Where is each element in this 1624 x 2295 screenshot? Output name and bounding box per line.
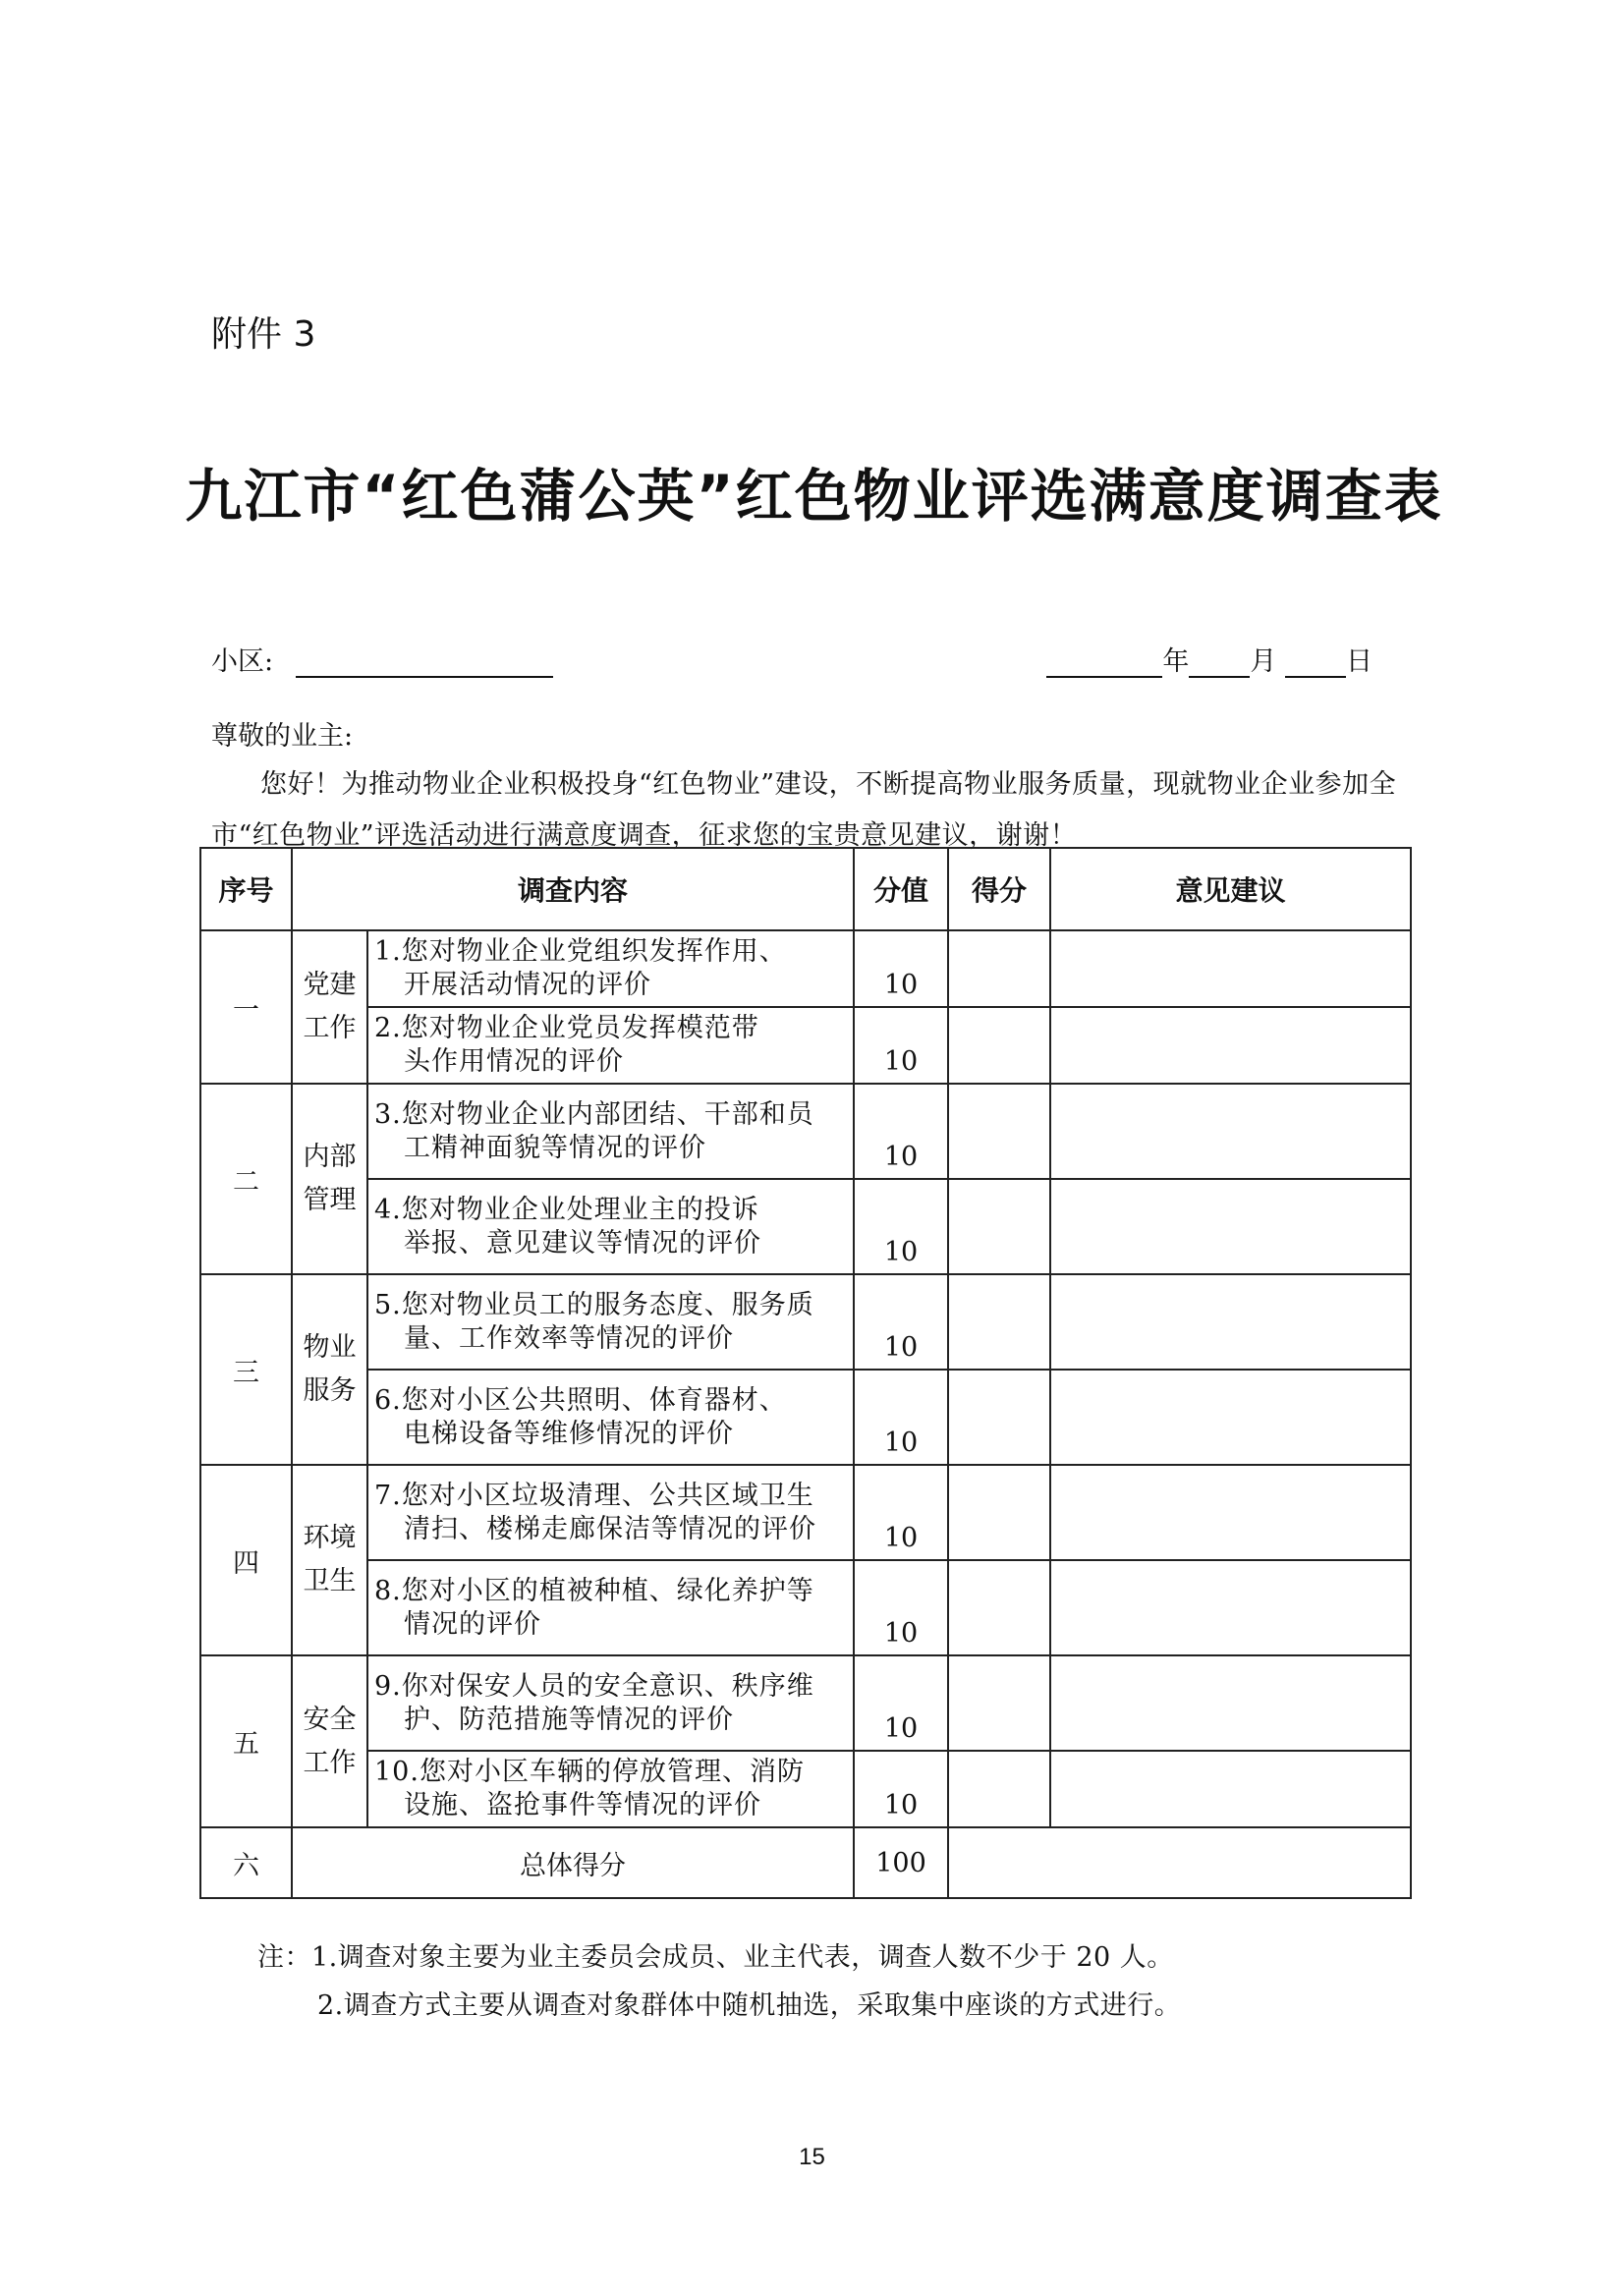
note-2: 2.调查方式主要从调查对象群体中随机抽选，采取集中座谈的方式进行。 — [317, 1990, 1182, 2021]
seq-cell: 一 — [200, 930, 292, 1084]
points-cell: 10 — [854, 1084, 948, 1179]
category-cell: 物业 服务 — [292, 1274, 367, 1465]
table-row — [200, 1560, 1411, 1655]
category-cell: 环境 卫生 — [292, 1465, 367, 1655]
score-input-cell[interactable] — [948, 1084, 1050, 1179]
page-number: 15 — [799, 2144, 825, 2170]
greeting: 尊敬的业主: — [211, 721, 354, 752]
suggestion-input-cell[interactable] — [1050, 930, 1411, 1007]
points-cell: 10 — [854, 1179, 948, 1274]
question-cell: 1.您对物业企业党组织发挥作用、 开展活动情况的评价 — [367, 930, 854, 1007]
total-row — [200, 1827, 1411, 1898]
date-field — [1046, 640, 1372, 678]
seq-cell: 二 — [200, 1084, 292, 1274]
table-row — [200, 1274, 1411, 1370]
score-input-cell[interactable] — [948, 1370, 1050, 1465]
points-cell: 10 — [854, 1655, 948, 1751]
table-row — [200, 1179, 1411, 1274]
question-cell: 6.您对小区公共照明、体育器材、 电梯设备等维修情况的评价 — [367, 1370, 854, 1465]
suggestion-input-cell[interactable] — [1050, 1751, 1411, 1827]
table-row — [200, 1084, 1411, 1179]
question-cell: 4.您对物业企业处理业主的投诉 举报、意见建议等情况的评价 — [367, 1179, 854, 1274]
day-label: 日 — [1346, 646, 1372, 677]
total-seq-cell: 六 — [200, 1827, 292, 1898]
seq-cell: 五 — [200, 1655, 292, 1827]
score-input-cell[interactable] — [948, 930, 1050, 1007]
seq-cell: 四 — [200, 1465, 292, 1655]
community-blank[interactable] — [296, 650, 553, 678]
table-row — [200, 1655, 1411, 1751]
category-cell: 党建 工作 — [292, 930, 367, 1084]
suggestion-input-cell[interactable] — [1050, 1655, 1411, 1751]
suggestion-input-cell[interactable] — [1050, 1560, 1411, 1655]
suggestion-input-cell[interactable] — [1050, 1274, 1411, 1370]
points-cell: 10 — [854, 1370, 948, 1465]
question-cell: 3.您对物业企业内部团结、干部和员 工精神面貌等情况的评价 — [367, 1084, 854, 1179]
total-label-cell: 总体得分 — [292, 1827, 854, 1898]
score-input-cell[interactable] — [948, 1274, 1050, 1370]
suggestion-input-cell[interactable] — [1050, 1370, 1411, 1465]
question-cell: 8.您对小区的植被种植、绿化养护等 情况的评价 — [367, 1560, 854, 1655]
points-cell: 10 — [854, 1560, 948, 1655]
suggestion-input-cell[interactable] — [1050, 1007, 1411, 1084]
header-points: 分值 — [854, 848, 948, 930]
community-field — [211, 640, 553, 678]
table-header-row — [200, 848, 1411, 930]
table-row — [200, 930, 1411, 1007]
attachment-label: 附件 3 — [211, 314, 316, 355]
table-row — [200, 1370, 1411, 1465]
score-input-cell[interactable] — [948, 1751, 1050, 1827]
table-row — [200, 1465, 1411, 1560]
score-input-cell[interactable] — [948, 1007, 1050, 1084]
header-suggestion: 意见建议 — [1050, 848, 1411, 930]
month-label: 月 — [1250, 646, 1277, 677]
question-cell: 2.您对物业企业党员发挥模范带 头作用情况的评价 — [367, 1007, 854, 1084]
total-points-cell: 100 — [854, 1827, 948, 1898]
score-input-cell[interactable] — [948, 1179, 1050, 1274]
points-cell: 10 — [854, 930, 948, 1007]
month-blank[interactable] — [1189, 650, 1250, 678]
question-cell: 10.您对小区车辆的停放管理、消防 设施、盗抢事件等情况的评价 — [367, 1751, 854, 1827]
score-input-cell[interactable] — [948, 1655, 1050, 1751]
category-cell: 内部 管理 — [292, 1084, 367, 1274]
total-score-input-cell[interactable] — [948, 1827, 1411, 1898]
table-row — [200, 1007, 1411, 1084]
header-score: 得分 — [948, 848, 1050, 930]
suggestion-input-cell[interactable] — [1050, 1179, 1411, 1274]
points-cell: 10 — [854, 1465, 948, 1560]
page-title: 九江市“红色蒲公英”红色物业评选满意度调查表 — [185, 463, 1443, 530]
points-cell: 10 — [854, 1007, 948, 1084]
score-input-cell[interactable] — [948, 1560, 1050, 1655]
question-cell: 5.您对物业员工的服务态度、服务质 量、工作效率等情况的评价 — [367, 1274, 854, 1370]
intro-paragraph: 您好！为推动物业企业积极投身“红色物业”建设，不断提高物业服务质量，现就物业企业参加全市“红色物业”评选活动进行满意度调查，征求您的宝贵意见建议，谢谢！ — [211, 769, 1397, 851]
score-input-cell[interactable] — [948, 1465, 1050, 1560]
seq-cell: 三 — [200, 1274, 292, 1465]
points-cell: 10 — [854, 1751, 948, 1827]
suggestion-input-cell[interactable] — [1050, 1084, 1411, 1179]
header-seq: 序号 — [200, 848, 292, 930]
header-content: 调查内容 — [292, 848, 854, 930]
question-cell: 7.您对小区垃圾清理、公共区域卫生 清扫、楼梯走廊保洁等情况的评价 — [367, 1465, 854, 1560]
category-cell: 安全 工作 — [292, 1655, 367, 1827]
day-blank[interactable] — [1285, 650, 1346, 678]
community-label: 小区: — [211, 646, 274, 677]
survey-table — [199, 847, 1412, 1899]
suggestion-input-cell[interactable] — [1050, 1465, 1411, 1560]
year-label: 年 — [1162, 646, 1190, 677]
question-cell: 9.你对保安人员的安全意识、秩序维 护、防范措施等情况的评价 — [367, 1655, 854, 1751]
note-1: 注：1.调查对象主要为业主委员会成员、业主代表，调查人数不少于 20 人。 — [257, 1942, 1174, 1973]
year-blank[interactable] — [1046, 650, 1162, 678]
table-row — [200, 1751, 1411, 1827]
points-cell: 10 — [854, 1274, 948, 1370]
